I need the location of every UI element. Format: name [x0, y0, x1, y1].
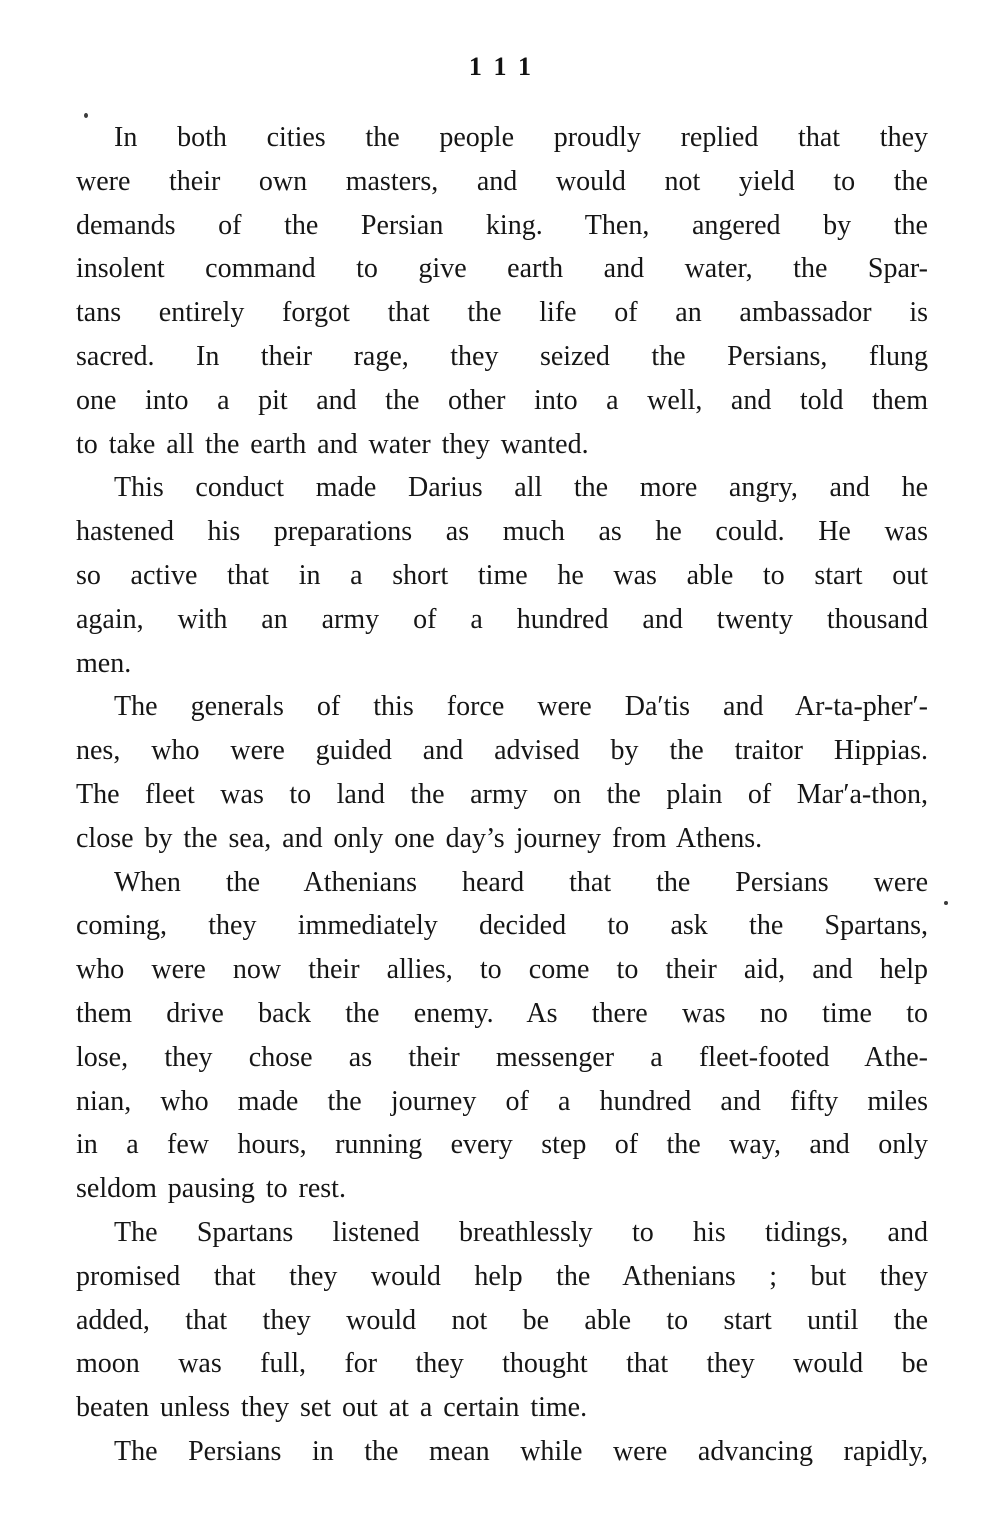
text-line: men.: [76, 647, 132, 679]
text-line: When the Athenians heard that the Persians were: [114, 866, 928, 898]
text-line: The fleet was to land the army on the plain of Mar′a-thon,: [76, 778, 928, 810]
text-line: coming, they immediately decided to ask the Spartans,: [76, 910, 928, 942]
text-line: nian, who made the journey of a hundred and fifty miles: [76, 1085, 928, 1117]
text-line: to take all the earth and water they wanted.: [76, 428, 589, 460]
paragraph: [76, 1430, 928, 1474]
text-line: who were now their allies, to come to their aid, and help: [76, 954, 928, 986]
text-line: seldom pausing to rest.: [76, 1173, 346, 1205]
paragraph: [76, 116, 928, 466]
scan-speck: [944, 901, 948, 905]
paragraph: [76, 466, 928, 685]
text-line: The Spartans listened breathlessly to his tidings, and: [114, 1216, 928, 1248]
text-line: The generals of this force were Da′tis and Ar-ta-pher′-: [114, 691, 928, 723]
text-line: hastened his preparations as much as he could. He was: [76, 516, 928, 548]
page-text: [76, 116, 928, 1474]
paragraph: [76, 685, 928, 860]
text-line: promised that they would help the Athenians ; but they: [76, 1260, 928, 1292]
text-line: tans entirely forgot that the life of an ambassador is: [76, 297, 928, 329]
text-line: were their own masters, and would not yield to the: [76, 165, 928, 197]
text-line: nes, who were guided and advised by the traitor Hippias.: [76, 735, 928, 767]
text-line: demands of the Persian king. Then, angered by the: [76, 209, 928, 241]
text-line: sacred. In their rage, they seized the Persians, flung: [76, 340, 928, 372]
paragraph: [76, 861, 928, 1211]
text-line: one into a pit and the other into a well, and told them: [76, 384, 928, 416]
text-line: in a few hours, running every step of the way, and only: [76, 1129, 928, 1161]
text-line: lose, they chose as their messenger a fleet-footed Athe-: [76, 1041, 928, 1073]
text-line: The Persians in the mean while were advancing rapidly,: [114, 1435, 928, 1467]
text-line: In both cities the people proudly replied that they: [114, 122, 928, 153]
text-line: moon was full, for they thought that they would be: [76, 1348, 928, 1380]
text-line: added, that they would not be able to start until the: [76, 1304, 928, 1336]
text-line: them drive back the enemy. As there was no time to: [76, 997, 928, 1029]
text-line: close by the sea, and only one day’s journey from Athens.: [76, 822, 763, 854]
text-line: This conduct made Darius all the more angry, and he: [114, 472, 928, 504]
text-line: insolent command to give earth and water, the Spar-: [76, 253, 928, 285]
text-line: so active that in a short time he was able to start out: [76, 559, 928, 591]
text-line: beaten unless they set out at a certain time.: [76, 1392, 588, 1424]
text-line: again, with an army of a hundred and twenty thousand: [76, 603, 928, 635]
paragraph: [76, 1211, 928, 1430]
page-number: 111: [468, 52, 545, 81]
